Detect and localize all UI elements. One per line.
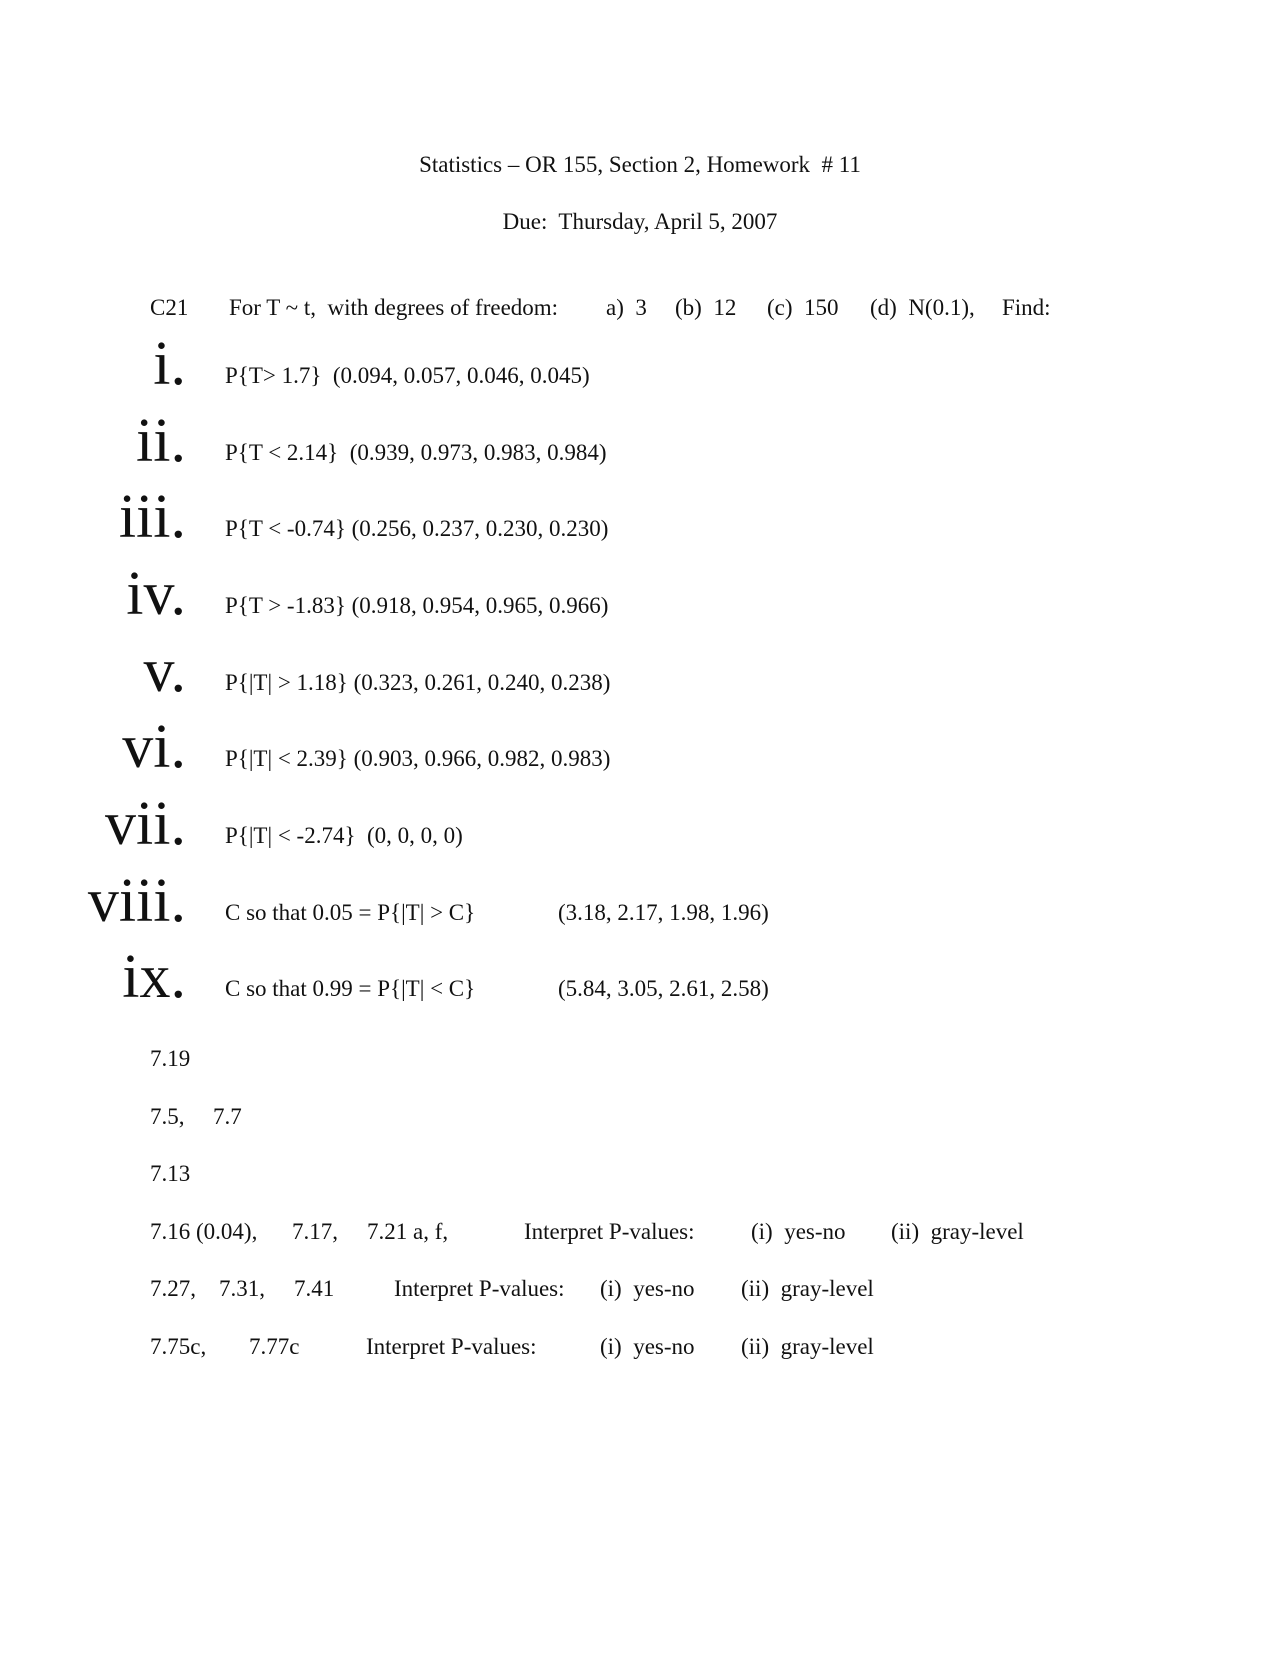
c21-intro: For T ~ t, with degrees of freedom:: [229, 295, 559, 320]
problem-7-77c: 7.77c: [249, 1334, 300, 1359]
problem-7-17: 7.17,: [292, 1219, 338, 1244]
item-text: P{T < -0.74} (0.256, 0.237, 0.230, 0.230): [225, 516, 609, 541]
item-numeral: iv.: [126, 560, 186, 628]
problem-7-19: 7.19: [150, 1046, 191, 1071]
item-text: P{|T| > 1.18} (0.323, 0.261, 0.240, 0.238): [225, 670, 611, 695]
c21-option-c: (c) 150: [767, 295, 839, 320]
item-text: P{T < 2.14} (0.939, 0.973, 0.983, 0.984): [225, 440, 607, 465]
problem-7-27: 7.27,: [150, 1276, 196, 1301]
page-title: Statistics – OR 155, Section 2, Homework # 11: [419, 152, 861, 177]
interpret-gray-level: (ii) gray-level: [741, 1334, 874, 1359]
item-text: P{T> 1.7} (0.094, 0.057, 0.046, 0.045): [225, 363, 590, 388]
item-numeral: v.: [143, 637, 186, 705]
c21-option-b: (b) 12: [675, 295, 737, 320]
item-numeral: ii.: [136, 407, 186, 475]
problem-7-16: 7.16 (0.04),: [150, 1219, 258, 1244]
interpret-yes-no: (i) yes-no: [600, 1276, 695, 1301]
interpret-label: Interpret P-values:: [524, 1219, 695, 1244]
c21-option-d: (d) N(0.1),: [870, 295, 975, 320]
problem-7-13: 7.13: [150, 1161, 191, 1186]
interpret-yes-no: (i) yes-no: [600, 1334, 695, 1359]
interpret-gray-level: (ii) gray-level: [891, 1219, 1024, 1244]
item-numeral: ix.: [122, 943, 186, 1011]
item-text: P{|T| < 2.39} (0.903, 0.966, 0.982, 0.983): [225, 746, 611, 771]
interpret-gray-level: (ii) gray-level: [741, 1276, 874, 1301]
due-date: Due: Thursday, April 5, 2007: [502, 209, 778, 234]
item-numeral: i.: [153, 330, 186, 398]
problem-7-41: 7.41: [294, 1276, 335, 1301]
interpret-yes-no: (i) yes-no: [751, 1219, 846, 1244]
item-answer: (3.18, 2.17, 1.98, 1.96): [558, 900, 769, 925]
item-answer: (5.84, 3.05, 2.61, 2.58): [558, 976, 769, 1001]
problem-7-7: 7.7: [213, 1104, 242, 1129]
item-text: C so that 0.05 = P{|T| > C}: [225, 900, 476, 925]
item-text: P{T > -1.83} (0.918, 0.954, 0.965, 0.966): [225, 593, 609, 618]
problem-7-31: 7.31,: [219, 1276, 265, 1301]
item-numeral: vii.: [105, 790, 186, 858]
interpret-label: Interpret P-values:: [366, 1334, 537, 1359]
problem-label-c21: C21: [150, 295, 189, 320]
item-numeral: iii.: [118, 483, 186, 551]
interpret-label: Interpret P-values:: [394, 1276, 565, 1301]
c21-find: Find:: [1002, 295, 1051, 320]
item-text: P{|T| < -2.74} (0, 0, 0, 0): [225, 823, 463, 848]
item-text: C so that 0.99 = P{|T| < C}: [225, 976, 476, 1001]
c21-option-a: a) 3: [606, 295, 647, 320]
problem-7-5: 7.5,: [150, 1104, 185, 1129]
problem-7-21: 7.21 a, f,: [367, 1219, 449, 1244]
problem-7-75c: 7.75c,: [150, 1334, 207, 1359]
item-numeral: vi.: [122, 713, 186, 781]
item-numeral: viii.: [87, 867, 186, 935]
